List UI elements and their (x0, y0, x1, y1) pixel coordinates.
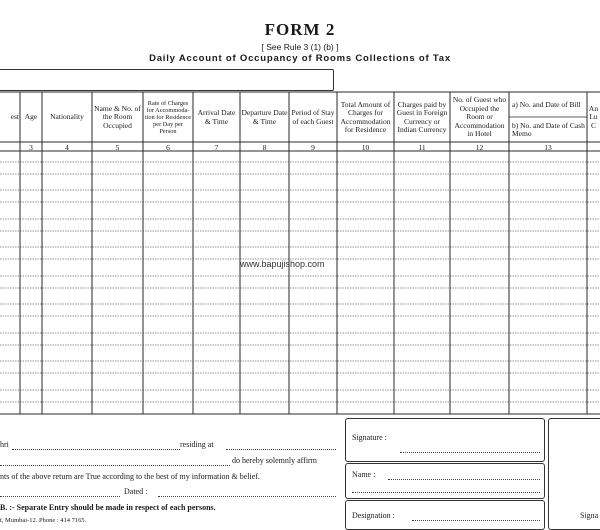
form-subtitle: Daily Account of Occupancy of Rooms Collections of Tax (149, 53, 451, 64)
column-number-6: 6 (166, 143, 170, 152)
column-header-8: Period of Stay of each Guest (291, 108, 335, 126)
signature-line[interactable] (400, 452, 540, 453)
sign-right-label: Signa (580, 511, 599, 520)
column-number-4: 4 (65, 143, 69, 152)
watermark: www.bapujishop.com (240, 259, 325, 269)
column-header-13a: a) No. and Date of Bill (512, 99, 581, 109)
shri-label: hri (0, 440, 9, 449)
name-line-2[interactable] (352, 492, 540, 493)
column-header-11: No. of Guest who Occupied the Room or Accommodation in Hotel (452, 95, 507, 139)
declaration-text: nts of the above return are True according to the best of my information & belief. (0, 472, 260, 481)
address-continuation-line[interactable] (0, 465, 230, 466)
shri-name-line[interactable] (12, 449, 180, 450)
column-header-6: Arrival Date & Time (197, 108, 236, 126)
column-header-10: Charges paid by Guest in Foreign Currency or Indian Currency (396, 99, 448, 134)
column-number-12: 12 (475, 143, 484, 152)
designation-label: Designation : (352, 511, 395, 520)
name-label: Name : (352, 470, 376, 479)
column-number-11: 11 (418, 143, 426, 152)
place-line[interactable] (0, 496, 120, 497)
column-number-5: 5 (115, 143, 120, 152)
date-line[interactable] (158, 496, 336, 497)
column-number-7: 7 (214, 143, 219, 152)
rule-reference: [ See Rule 3 (1) (b) ] (261, 42, 339, 52)
name-line[interactable] (388, 479, 540, 480)
column-header-5: Rate of Charges for Accommoda-tion for Residence per Day per Person (144, 100, 192, 135)
column-number-10: 10 (361, 143, 370, 152)
residing-address-line[interactable] (226, 449, 336, 450)
column-header-4: Name & No. of the Room Occupied (94, 103, 141, 130)
residing-label: residing at (180, 440, 214, 449)
column-header-13b: b) No. and Date of Cash Memo (512, 120, 585, 138)
column-number-9: 9 (311, 143, 315, 152)
column-header-2: Age (24, 112, 38, 122)
column-header-3: Nationality (50, 112, 84, 122)
designation-line[interactable] (412, 520, 540, 521)
column-header-13: An Lu C (588, 103, 599, 130)
dated-label: Dated : (124, 487, 148, 496)
affirm-text: do hereby solemnly affirm (232, 456, 317, 465)
name-box (345, 463, 545, 499)
column-number-13: 13 (544, 143, 552, 152)
column-number-8: 8 (262, 143, 267, 152)
form-title: FORM 2 (264, 20, 336, 39)
column-header-9: Total Amount of Charges for Accommodation for Residence (340, 99, 391, 134)
printer-info: t, Mumbai-12. Phone : 414 7165. (0, 517, 87, 524)
column-number-3: 3 (29, 143, 33, 152)
signature-label: Signature : (352, 433, 387, 442)
note-text: B. :- Separate Entry should be made in respect of each persons. (0, 503, 216, 512)
column-header-7: Departure Date & Time (241, 108, 288, 126)
column-header-1: est (10, 112, 19, 122)
